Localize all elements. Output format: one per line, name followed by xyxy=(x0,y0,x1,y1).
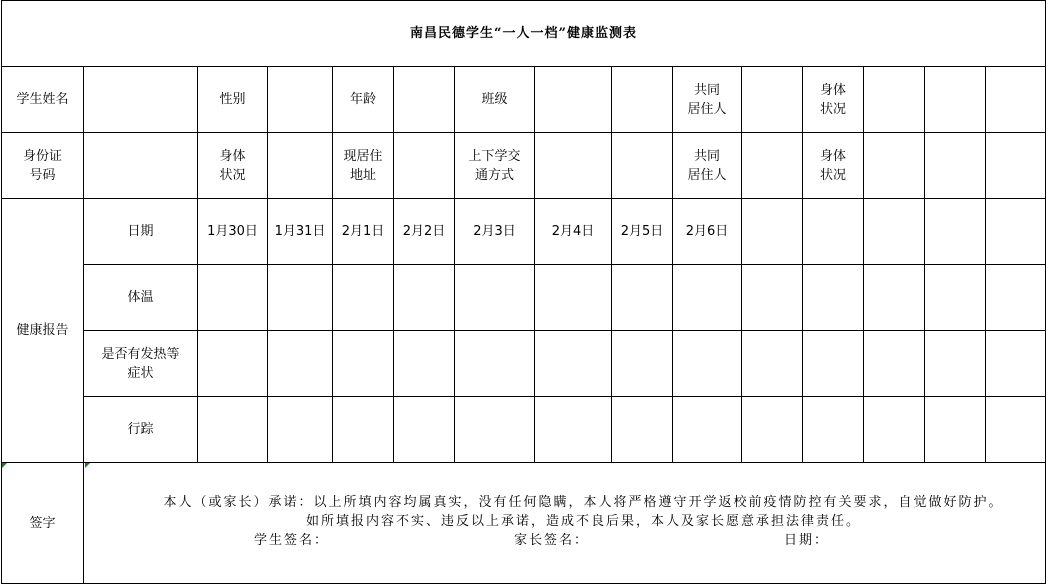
whereabouts-cell[interactable] xyxy=(612,397,673,463)
gender-label: 性别 xyxy=(198,67,268,133)
date-cell: 1月30日 xyxy=(198,199,268,265)
whereabouts-cell[interactable] xyxy=(394,397,455,463)
temperature-cell[interactable] xyxy=(742,265,803,331)
body-status-label: 身体 状况 xyxy=(198,133,268,199)
address-cell[interactable] xyxy=(394,133,455,199)
class-cell[interactable] xyxy=(535,67,612,133)
student-name-cell[interactable] xyxy=(84,67,198,133)
promise-paragraph-1: 本人（或家长）承诺：以上所填内容均属真实，没有任何隐瞒，本人将严格遵守开学返校前疫情防控有关要求，自觉做好防护。 xyxy=(163,494,1004,510)
whereabouts-cell[interactable] xyxy=(925,397,986,463)
temperature-cell[interactable] xyxy=(455,265,535,331)
symptom-cell[interactable] xyxy=(612,331,673,397)
date-label: 日期 xyxy=(84,199,198,265)
temperature-row xyxy=(2,265,1046,331)
age-label: 年龄 xyxy=(333,67,394,133)
id-number-label: 身份证 号码 xyxy=(2,133,84,199)
symptom-cell[interactable] xyxy=(742,331,803,397)
blank-cell[interactable] xyxy=(986,133,1046,199)
date-cell-blank[interactable] xyxy=(864,199,925,265)
temperature-cell[interactable] xyxy=(333,265,394,331)
symptom-cell[interactable] xyxy=(394,331,455,397)
whereabouts-cell[interactable] xyxy=(864,397,925,463)
temperature-cell[interactable] xyxy=(535,265,612,331)
date-cell-blank[interactable] xyxy=(925,199,986,265)
signature-label: 签字 xyxy=(2,463,84,584)
temperature-cell[interactable] xyxy=(803,265,864,331)
temperature-cell[interactable] xyxy=(198,265,268,331)
student-name-label: 学生姓名 xyxy=(2,67,84,133)
date-cell: 2月3日 xyxy=(455,199,535,265)
cohabitant-cell[interactable] xyxy=(742,133,803,199)
symptom-cell[interactable] xyxy=(268,331,333,397)
blank-cell[interactable] xyxy=(925,67,986,133)
date-cell: 2月5日 xyxy=(612,199,673,265)
class-cell-extra[interactable] xyxy=(612,67,673,133)
symptom-row xyxy=(2,331,1046,397)
symptom-cell[interactable] xyxy=(455,331,535,397)
whereabouts-row xyxy=(2,397,1046,463)
gender-cell[interactable] xyxy=(268,67,333,133)
symptom-cell[interactable] xyxy=(803,331,864,397)
date-cell-blank[interactable] xyxy=(803,199,864,265)
body-status-cell[interactable] xyxy=(864,133,925,199)
cohabitant-label: 共同 居住人 xyxy=(673,67,742,133)
whereabouts-cell[interactable] xyxy=(742,397,803,463)
date-cell: 2月2日 xyxy=(394,199,455,265)
temperature-cell[interactable] xyxy=(268,265,333,331)
temperature-cell[interactable] xyxy=(986,265,1046,331)
symptom-cell[interactable] xyxy=(986,331,1046,397)
whereabouts-cell[interactable] xyxy=(803,397,864,463)
whereabouts-label: 行踪 xyxy=(84,397,198,463)
age-cell[interactable] xyxy=(394,67,455,133)
class-label: 班级 xyxy=(455,67,535,133)
blank-cell[interactable] xyxy=(986,67,1046,133)
cell-marker-icon xyxy=(85,463,90,468)
body-status-label: 身体 状况 xyxy=(803,133,864,199)
temperature-cell[interactable] xyxy=(864,265,925,331)
whereabouts-cell[interactable] xyxy=(673,397,742,463)
student-signature-label[interactable]: 学生签名： xyxy=(254,532,330,548)
date-cell-blank[interactable] xyxy=(986,199,1046,265)
date-cell-blank[interactable] xyxy=(742,199,803,265)
whereabouts-cell[interactable] xyxy=(198,397,268,463)
symptom-cell[interactable] xyxy=(673,331,742,397)
info-row-1 xyxy=(2,67,1046,133)
date-cell: 2月1日 xyxy=(333,199,394,265)
form-title: 南昌民德学生“一人一档”健康监测表 xyxy=(2,1,1046,67)
info-row-2 xyxy=(2,133,1046,199)
symptom-cell[interactable] xyxy=(333,331,394,397)
temperature-label: 体温 xyxy=(84,265,198,331)
temperature-cell[interactable] xyxy=(925,265,986,331)
whereabouts-cell[interactable] xyxy=(268,397,333,463)
id-number-cell[interactable] xyxy=(84,133,198,199)
commute-cell[interactable] xyxy=(535,133,612,199)
whereabouts-cell[interactable] xyxy=(333,397,394,463)
commute-label: 上下学交 通方式 xyxy=(455,133,535,199)
address-label: 现居住 地址 xyxy=(333,133,394,199)
promise-paragraph-2: 如所填报内容不实、违反以上承诺，造成不良后果，本人及家长愿意承担法律责任。 xyxy=(305,513,861,529)
temperature-cell[interactable] xyxy=(394,265,455,331)
cohabitant-cell[interactable] xyxy=(742,67,803,133)
symptom-cell[interactable] xyxy=(198,331,268,397)
whereabouts-cell[interactable] xyxy=(455,397,535,463)
whereabouts-cell[interactable] xyxy=(535,397,612,463)
symptom-cell[interactable] xyxy=(535,331,612,397)
body-status-cell[interactable] xyxy=(864,67,925,133)
whereabouts-cell[interactable] xyxy=(986,397,1046,463)
commute-cell-extra[interactable] xyxy=(612,133,673,199)
date-cell: 2月4日 xyxy=(535,199,612,265)
signature-line xyxy=(84,531,1045,554)
sign-date-label[interactable]: 日期： xyxy=(784,532,830,548)
symptom-cell[interactable] xyxy=(864,331,925,397)
cell-marker-icon xyxy=(2,463,7,468)
health-report-label: 健康报告 xyxy=(2,199,84,463)
body-status-cell[interactable] xyxy=(268,133,333,199)
form-table xyxy=(1,0,1046,584)
parent-signature-label[interactable]: 家长签名： xyxy=(514,532,590,548)
date-cell: 2月6日 xyxy=(673,199,742,265)
promise-text-cell xyxy=(84,463,1046,584)
signature-row xyxy=(2,463,1046,584)
cohabitant-label: 共同 居住人 xyxy=(673,133,742,199)
date-row xyxy=(2,199,1046,265)
symptom-cell[interactable] xyxy=(925,331,986,397)
blank-cell[interactable] xyxy=(925,133,986,199)
body-status-label: 身体 状况 xyxy=(803,67,864,133)
temperature-cell[interactable] xyxy=(673,265,742,331)
date-cell: 1月31日 xyxy=(268,199,333,265)
temperature-cell[interactable] xyxy=(612,265,673,331)
symptom-label: 是否有发热等 症状 xyxy=(84,331,198,397)
